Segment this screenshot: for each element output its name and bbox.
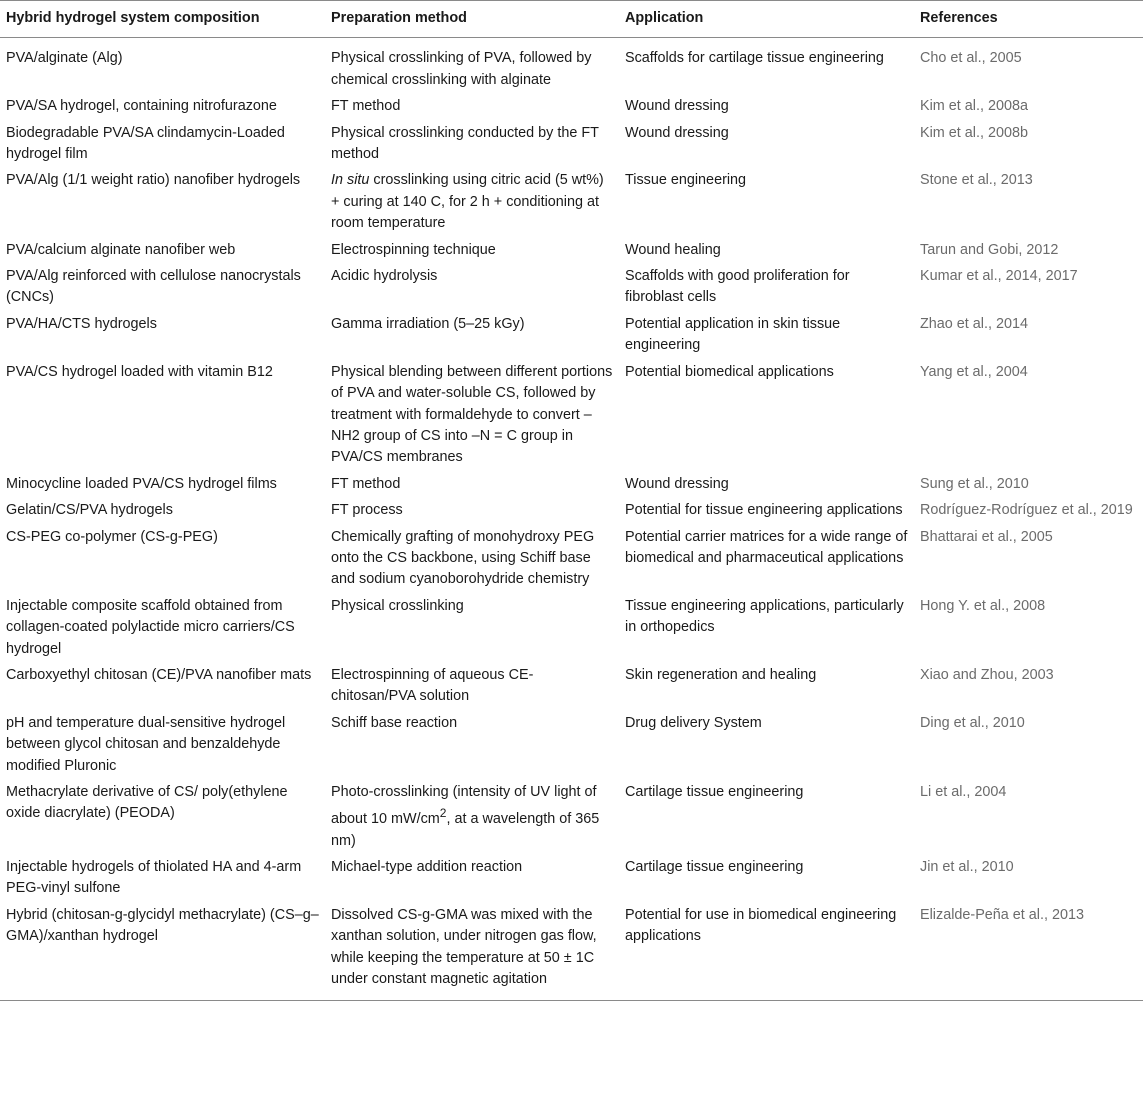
table-row — [0, 710, 1143, 779]
cell-reference[interactable]: Ding et al., 2010 — [920, 714, 1025, 731]
cell-method: Schiff base reaction — [331, 714, 458, 731]
cell-application: Cartilage tissue engineering — [625, 784, 804, 800]
table-row — [0, 263, 1143, 311]
table-row — [0, 524, 1143, 593]
cell-application: Tissue engineering applications, particularly in orthopedics — [625, 597, 904, 636]
cell-reference[interactable]: Zhao et al., 2014 — [920, 315, 1029, 332]
cell-reference[interactable]: Xiao and Zhou, 2003 — [920, 666, 1054, 683]
cell-reference[interactable]: Sung et al., 2010 — [920, 475, 1029, 492]
cell-composition: Biodegradable PVA/SA clindamycin-Loaded hydrogel film — [6, 124, 285, 163]
cell-reference[interactable]: Kim et al., 2008b — [920, 124, 1028, 141]
cell-method: Electrospinning technique — [331, 241, 496, 258]
table-row — [0, 902, 1143, 1001]
cell-reference[interactable]: Cho et al., 2005 — [920, 50, 1022, 67]
header-preparation-method: Preparation method — [331, 10, 467, 26]
cell-reference[interactable]: Yang et al., 2004 — [920, 363, 1028, 380]
cell-application: Scaffolds with good proliferation for fibroblast cells — [625, 268, 850, 306]
cell-composition: PVA/calcium alginate nanofiber web — [6, 241, 236, 258]
header-row — [0, 1, 1143, 38]
table-row — [0, 359, 1143, 471]
cell-reference[interactable]: Kumar et al., 2014, 2017 — [920, 268, 1078, 285]
cell-composition: PVA/CS hydrogel loaded with vitamin B12 — [6, 363, 273, 380]
cell-composition: PVA/SA hydrogel, containing nitrofurazone — [6, 98, 277, 115]
table-row — [0, 471, 1143, 497]
cell-composition: Injectable hydrogels of thiolated HA and 4-arm PEG-vinyl sulfone — [6, 859, 302, 897]
header-composition: Hybrid hydrogel system composition — [6, 10, 260, 26]
cell-method: Gamma irradiation (5–25 kGy) — [331, 315, 525, 332]
cell-application: Potential biomedical applications — [625, 363, 834, 380]
method-text: Photo-crosslinking (intensity of UV light of about 10 mW/cm — [331, 784, 597, 828]
cell-application: Wound dressing — [625, 475, 729, 492]
cell-composition: pH and temperature dual-sensitive hydrogel between glycol chitosan and benzaldehyde modified Pluronic — [6, 714, 286, 774]
table-row — [0, 311, 1143, 359]
cell-method: Dissolved CS-g-GMA was mixed with the xanthan solution, under nitrogen gas flow, while keeping the temperature at 50 ± 1C under constant magnetic agitation — [331, 906, 597, 988]
cell-reference[interactable]: Tarun and Gobi, 2012 — [920, 241, 1059, 258]
cell-application: Potential for use in biomedical engineering applications — [625, 906, 897, 945]
cell-reference[interactable]: Hong Y. et al., 2008 — [920, 597, 1046, 614]
cell-composition: CS-PEG co-polymer (CS-g-PEG) — [6, 528, 218, 545]
cell-application: Cartilage tissue engineering — [625, 859, 804, 876]
table-row — [0, 593, 1143, 662]
cell-method: Electrospinning of aqueous CE-chitosan/PVA solution — [331, 666, 534, 705]
cell-method: Physical crosslinking of PVA, followed by chemical crosslinking with alginate — [331, 50, 592, 88]
cell-application: Wound dressing — [625, 124, 729, 141]
table-row — [0, 662, 1143, 710]
cell-method: Physical blending between different portions of PVA and water-soluble CS, followed by treatment with formaldehyde to convert –NH2 group of CS into –N = C group in PVA/CS membranes — [331, 363, 613, 466]
table-row — [0, 854, 1143, 902]
method-italic-text: In situ — [331, 172, 370, 189]
table-row — [0, 38, 1143, 93]
cell-application: Potential carrier matrices for a wide range of biomedical and pharmaceutical applications — [625, 528, 908, 566]
table-row — [0, 237, 1143, 263]
cell-reference[interactable]: Kim et al., 2008a — [920, 98, 1028, 115]
cell-application: Drug delivery System — [625, 714, 762, 731]
cell-method — [325, 167, 619, 236]
table-row — [0, 93, 1143, 119]
cell-application: Scaffolds for cartilage tissue engineering — [625, 50, 884, 67]
header-application: Application — [625, 10, 704, 26]
cell-application: Wound dressing — [625, 98, 729, 115]
cell-reference[interactable]: Li et al., 2004 — [920, 784, 1007, 800]
cell-reference[interactable]: Bhattarai et al., 2005 — [920, 528, 1053, 545]
cell-application: Skin regeneration and healing — [625, 666, 817, 683]
header-references: References — [920, 10, 998, 26]
table-row — [0, 497, 1143, 523]
cell-composition: Methacrylate derivative of CS/ poly(ethylene oxide diacrylate) (PEODA) — [6, 784, 288, 822]
cell-method: FT method — [331, 475, 401, 492]
cell-method: FT process — [331, 502, 403, 519]
table-row — [0, 120, 1143, 168]
cell-application: Potential for tissue engineering applications — [625, 502, 903, 519]
cell-composition: Minocycline loaded PVA/CS hydrogel films — [6, 475, 277, 492]
method-text-continued: , at a wavelength of 365 nm) — [331, 811, 600, 849]
cell-application: Tissue engineering — [625, 172, 747, 189]
cell-composition: PVA/Alg (1/1 weight ratio) nanofiber hydrogels — [6, 172, 301, 189]
table-row — [0, 167, 1143, 236]
cell-composition: Injectable composite scaffold obtained from collagen-coated polylactide micro carriers/CS hydrogel — [6, 597, 295, 657]
cell-method — [325, 779, 619, 854]
cell-composition: PVA/HA/CTS hydrogels — [6, 315, 157, 332]
cell-method: Michael-type addition reaction — [331, 859, 523, 876]
cell-method: Physical crosslinking — [331, 597, 464, 614]
cell-composition: Hybrid (chitosan-g-glycidyl methacrylate) (CS–g–GMA)/xanthan hydrogel — [6, 906, 319, 945]
cell-composition: PVA/Alg reinforced with cellulose nanocrystals (CNCs) — [6, 268, 301, 306]
cell-reference[interactable]: Elizalde-Peña et al., 2013 — [920, 906, 1085, 923]
cell-method: Physical crosslinking conducted by the FT method — [331, 124, 599, 163]
method-text: crosslinking using citric acid (5 wt%) + curing at 140 C, for 2 h + conditioning at room temperature — [331, 172, 604, 232]
cell-application: Potential application in skin tissue engineering — [625, 315, 841, 354]
cell-method: Chemically grafting of monohydroxy PEG onto the CS backbone, using Schiff base and sodium cyanoborohydride chemistry — [331, 528, 595, 588]
cell-composition: Gelatin/CS/PVA hydrogels — [6, 502, 173, 519]
cell-method: Acidic hydrolysis — [331, 268, 438, 285]
superscript: 2 — [439, 806, 447, 821]
cell-reference[interactable]: Stone et al., 2013 — [920, 172, 1033, 189]
cell-composition: PVA/alginate (Alg) — [6, 50, 123, 67]
cell-reference[interactable]: Jin et al., 2010 — [920, 859, 1014, 876]
cell-composition: Carboxyethyl chitosan (CE)/PVA nanofiber mats — [6, 666, 312, 683]
cell-method: FT method — [331, 98, 401, 115]
cell-application: Wound healing — [625, 241, 721, 258]
table-row — [0, 779, 1143, 854]
cell-reference[interactable]: Rodríguez-Rodríguez et al., 2019 — [920, 502, 1133, 519]
